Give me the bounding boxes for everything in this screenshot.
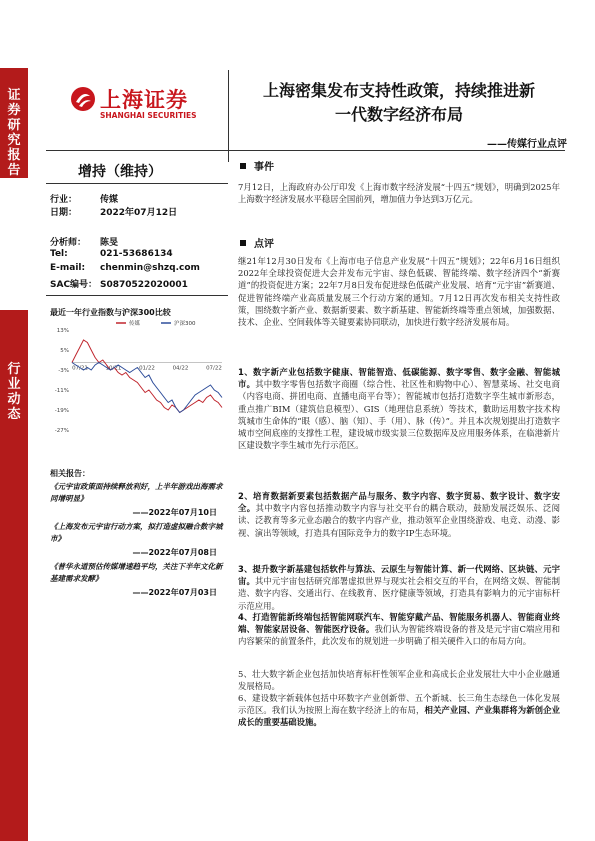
side-band-top — [0, 68, 28, 178]
point-2-body: 其中数字内容包括推动数字内容与社交平台的耦合联动，鼓励发展泛娱乐、泛阅读、泛教育等多元业态融合的数字内容产业，推动领军企业围绕游戏、电竞、动漫、影视、演出等领域，打造具有国际竞争力的数字IP生态环境。 — [238, 503, 561, 538]
x-tick-label: 04/22 — [172, 365, 189, 372]
section-event-title: 事件 — [254, 162, 274, 173]
point-3-paragraph — [238, 563, 560, 612]
logo-cn-text: 上海证券 — [100, 88, 188, 112]
point-2-lead: 2、培育数据新要素包括数据产品与服务、数字内容、数字贸易、数字设计、数字安全。 — [238, 491, 560, 514]
meta-divider — [46, 295, 228, 296]
chart-title: 最近一年行业指数与沪深300比较 — [50, 308, 171, 317]
rating: 增持（维持） — [78, 164, 162, 180]
section-comment — [240, 235, 274, 250]
y-tick-label: -19% — [54, 408, 69, 414]
point-4-lead: 4、打造智能新终端包括智能网联汽车、智能穿戴产品、智能服务机器人、智能商业终端、智能家居设备、智能医疗设备。 — [238, 612, 560, 635]
section-bullet-icon — [240, 240, 246, 246]
meta-industry — [50, 192, 118, 205]
related-report-1-date: ——2022年07月10日 — [132, 508, 217, 517]
legend-label-1: 传媒 — [129, 321, 141, 327]
meta-tel-value: 021-53686134 — [100, 249, 173, 259]
point-1-body: 其中数字零售包括数字商圈（综合性、社区性和购物中心）、智慧菜场、社交电商（内容电商、拼团电商、直播电商平台等）；智能城市包括打造数字孪生城市新形态，重点推广BIM（建筑信息模型）、GIS（地理信息系统）等技术，數助运用数字技术构筑城市生命体的“眼（感）、脑（知）、手（用）、脉（传）”。并且本次规划提出打造数字城市空间底座的支撑性工程，建设城市级实景三位数据库及应用服务体系，在临港新片区建设数字孪生城市先行示范区。 — [238, 379, 560, 451]
section-bullet-icon — [240, 163, 246, 169]
meta-analyst-key: 分析师： — [50, 238, 87, 248]
related-report-3-date: ——2022年07月03日 — [132, 588, 217, 597]
meta-industry-key: 行业： — [50, 195, 78, 205]
x-tick-label: 10/21 — [105, 365, 122, 372]
point-5-paragraph: 5、壮大数字新企业包括加快培育标杆性领军企业和高成长企业发展壮大中小企业融通发展格局。 — [238, 669, 560, 692]
report-category-label: 行业动态 — [7, 362, 21, 422]
logo-en-text: SHANGHAI SECURITIES — [100, 111, 197, 120]
point-1-lead: 1、数字新产业包括数字健康、智能智造、低碳能源、数字零售、数字金融、智能城市。 — [238, 367, 560, 390]
related-reports-header: 相关报告： — [50, 469, 90, 478]
point-6-paragraph — [238, 692, 560, 729]
point-6-body: 6、建设数字新载体包括中环数字产业创新带、五个新城、长三角生态绿色一体化发展示范区。我们认为按照上海在数字经济上的布局， — [238, 693, 560, 716]
report-subtitle: ——传媒行业点评 — [487, 139, 567, 150]
section-event — [240, 158, 274, 173]
rating-divider — [46, 183, 228, 184]
related-report-1-title[interactable]: 《元宇宙政策面持续释放利好，上半年游戏出海需求同增明显》 — [50, 482, 223, 503]
logo-mark-icon — [70, 86, 96, 112]
x-tick-label: 07/22 — [206, 365, 222, 372]
header-divider — [46, 150, 565, 151]
meta-email — [50, 263, 200, 273]
side-band-mid — [0, 310, 28, 841]
meta-sac-key: SAC编号： — [50, 280, 98, 290]
y-tick-label: 13% — [56, 328, 69, 334]
y-tick-label: -3% — [58, 368, 69, 374]
x-tick-label: 01/22 — [139, 365, 155, 372]
report-title-line1: 上海密集发布支持性政策，持续推进新 — [262, 81, 535, 100]
index-comparison-chart — [46, 318, 226, 442]
point-4-paragraph — [238, 611, 560, 648]
meta-analyst — [50, 235, 118, 248]
event-paragraph: 7月12日，上海政府办公厅印发《上海市数字经济发展“十四五”规划》，明确到2025年上海数字经济发展水平稳居全国前列，增加值力争达到3万亿元。 — [238, 182, 560, 205]
related-report-3-title[interactable]: 《普华永道预估传媒增速趋平均，关注下半年文化新基建需求发酵》 — [50, 562, 223, 583]
meta-email-value[interactable]: chenmin@shzq.com — [100, 263, 200, 273]
point-1-paragraph — [238, 366, 560, 451]
y-tick-label: -11% — [54, 388, 69, 394]
report-type-label: 证券研究报告 — [7, 88, 21, 178]
meta-sac-value: S0870522020001 — [100, 280, 188, 290]
meta-tel-key: Tel: — [50, 249, 68, 259]
meta-date — [50, 205, 177, 218]
header-vertical-divider — [228, 70, 229, 162]
meta-email-key: E-mail: — [50, 263, 86, 273]
point-3-body: 其中元宇宙包括研究部署虚拟世界与现实社会相交互的平台，在网络文娱、智能制造、数字内容、交通出行、在线教育、医疗健康等领域，打造具有影响力的元宇宙标杆示范应用。 — [238, 576, 560, 611]
intro-paragraph: 继21年12月30日发布《上海市电子信息产业发展“十四五”规划》；22年6月16日组织2022年全球投资促进大会并发布元宇宙、绿色低碳、智能终端、数字经济四个“新赛道”的投资促进方案；22年7月8日发布促进绿色低碳产业发展、培育“元宇宙”新赛道、促进智能终端产业高质量发展三个行动方案的通知。7月12日再次发布相关支持性政策，围绕数字新产业、数据新要素、数字新基建、智能新终端等重点领域，加强数据、技术、企业、空间载体等关键要素协同联动，加快进行数字经济发展布局。 — [238, 256, 560, 328]
meta-date-value: 2022年07月12日 — [100, 208, 178, 218]
point-4-body: 我们认为智能终端设备的普及是元宇宙C端应用和内容繁荣的前置条件，此次发布的规划进一步明确了相关硬件入口的布局方向。 — [238, 624, 560, 647]
related-report-2-title[interactable]: 《上海发布元宇宙行动方案，拟打造虚拟融合数字城市》 — [50, 522, 223, 543]
point-3-lead: 3、提升数字新基建包括软件与算法、云原生与智能计算、新一代网络、区块链、元宇宙。 — [238, 564, 560, 587]
meta-tel — [50, 249, 173, 259]
meta-analyst-value: 陈旻 — [100, 238, 119, 248]
section-comment-title: 点评 — [254, 239, 274, 250]
point-6-conclusion: 相关产业园、产业集群将为新创企业成长的重要基础设施。 — [238, 705, 561, 728]
report-title — [234, 79, 564, 127]
y-tick-label: -27% — [54, 428, 69, 434]
company-logo — [70, 84, 210, 128]
y-tick-label: 5% — [60, 348, 69, 354]
related-report-2-date: ——2022年07月08日 — [132, 548, 217, 557]
legend-label-2: 沪深300 — [174, 321, 196, 327]
point-2-paragraph — [238, 490, 560, 539]
x-tick-label: 07/21 — [72, 365, 88, 372]
meta-sac — [50, 277, 188, 290]
meta-date-key: 日期： — [50, 208, 78, 218]
meta-industry-value: 传媒 — [100, 195, 119, 205]
report-title-line2: 一代数字经济布局 — [334, 105, 463, 124]
